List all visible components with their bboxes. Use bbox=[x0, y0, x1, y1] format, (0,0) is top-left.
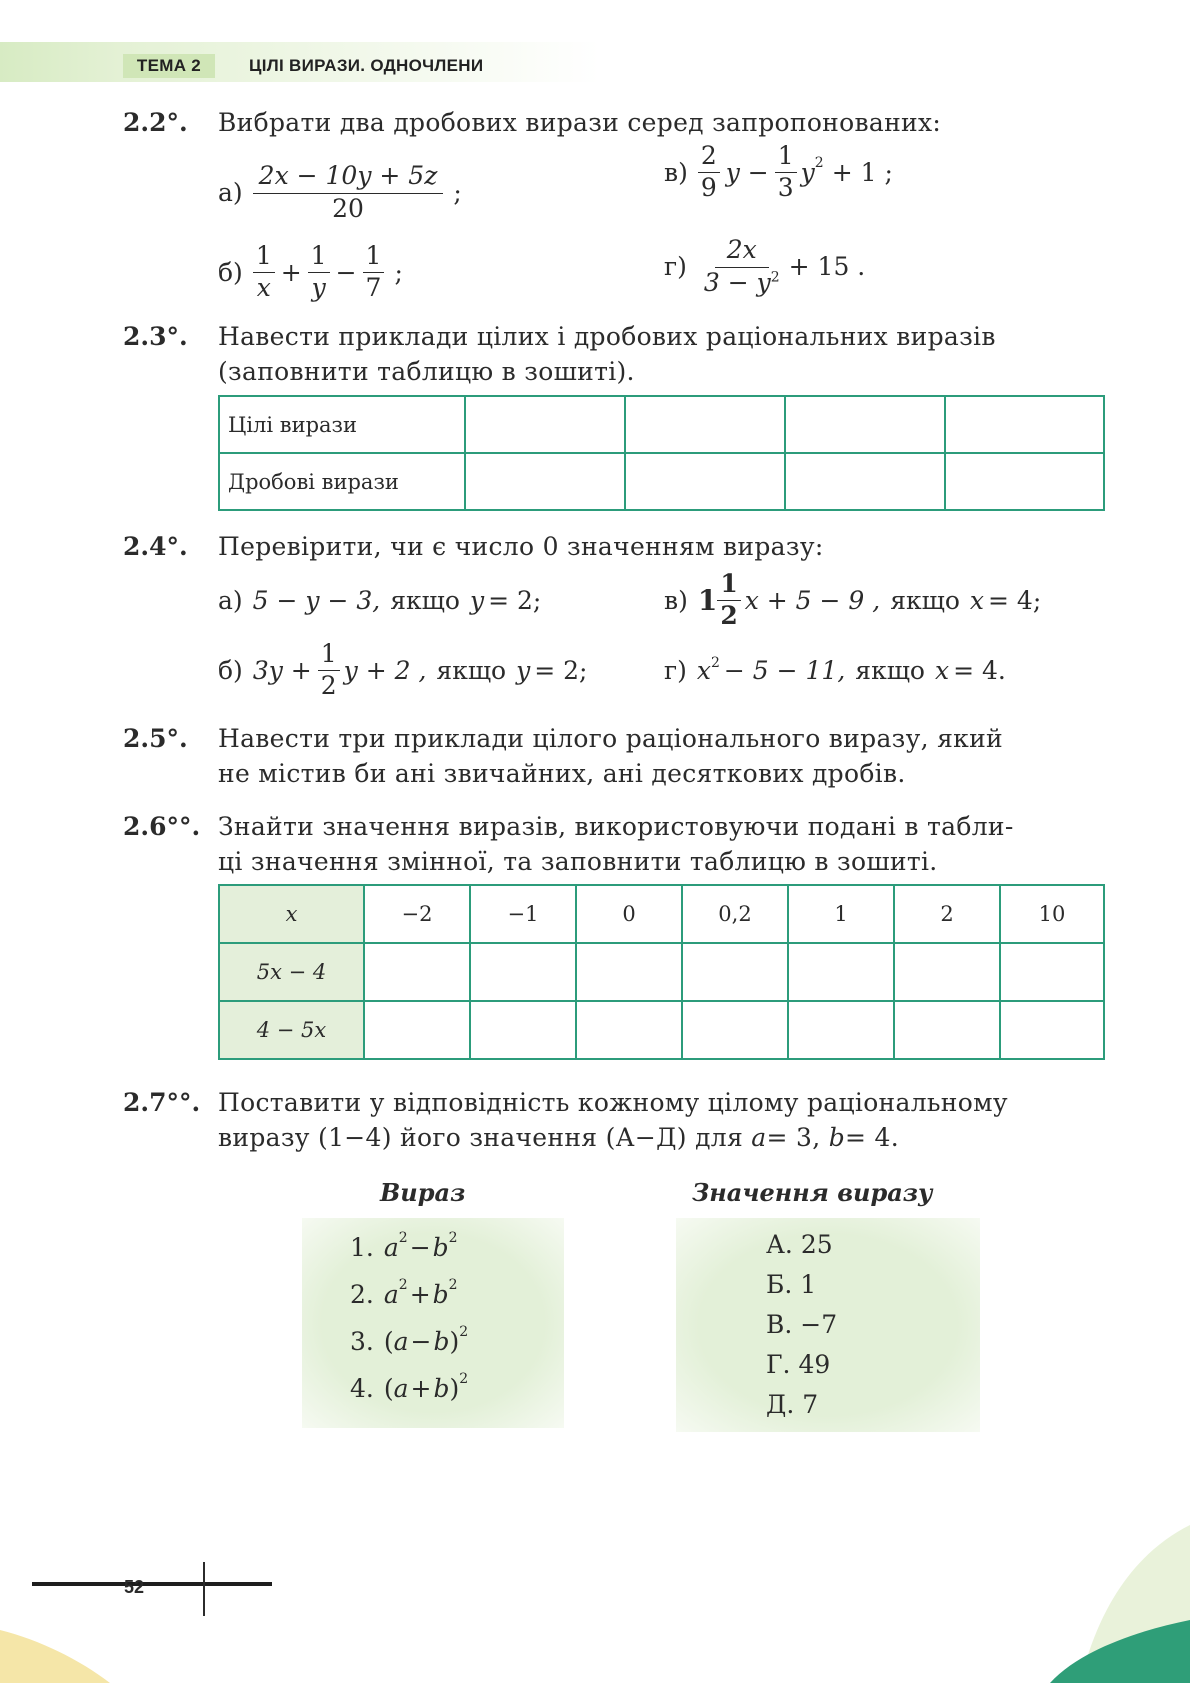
footer-line bbox=[32, 1582, 272, 1586]
expression: x + 5 − 9 , bbox=[744, 585, 881, 615]
option-label: г) bbox=[664, 252, 687, 282]
exercise-text-2-5-line2: не містив би ані звичайних, ані десяткових дробів. bbox=[218, 759, 906, 788]
empty-cell[interactable] bbox=[1000, 1001, 1104, 1059]
exercise-text-2-3-line2: (заповнити таблицю в зошиті). bbox=[218, 357, 635, 386]
exponent: 2 bbox=[814, 155, 824, 172]
list-item: 3. ( a − b ) $^2$ bbox=[350, 1324, 469, 1356]
option-label: в) bbox=[664, 157, 688, 187]
empty-cell[interactable] bbox=[364, 943, 470, 1001]
fraction: $\frac{1}{y}$ bbox=[308, 242, 330, 303]
list-item: Б. 1 bbox=[766, 1269, 817, 1299]
header-cell: 0 bbox=[576, 885, 682, 943]
page-number: 52 bbox=[124, 1577, 145, 1597]
empty-cell[interactable] bbox=[465, 396, 625, 453]
empty-cell[interactable] bbox=[470, 1001, 576, 1059]
values-list bbox=[766, 1224, 837, 1424]
empty-cell[interactable] bbox=[364, 1001, 470, 1059]
header-cell: 10 bbox=[1000, 885, 1104, 943]
fraction: $\frac{1}{2}$ bbox=[717, 570, 740, 631]
topic-label: ТЕМА 2 bbox=[123, 54, 215, 78]
header-cell: −1 bbox=[470, 885, 576, 943]
fraction: $\frac{1}{2}$ bbox=[318, 640, 340, 701]
empty-cell[interactable] bbox=[682, 943, 788, 1001]
expression: 5 − y − 3, bbox=[252, 586, 381, 615]
empty-cell[interactable] bbox=[576, 943, 682, 1001]
fraction bbox=[701, 236, 783, 298]
empty-cell[interactable] bbox=[1000, 943, 1104, 1001]
option-2-2-v bbox=[664, 142, 893, 203]
exercise-number-2-6: 2.6°°. bbox=[123, 812, 201, 841]
punct: ; bbox=[394, 257, 403, 287]
empty-cell[interactable] bbox=[894, 1001, 1000, 1059]
column-title-values: Значення виразу bbox=[692, 1178, 933, 1207]
topic-title: ЦІЛІ ВИРАЗИ. ОДНОЧЛЕНИ bbox=[249, 56, 484, 75]
term: y − bbox=[725, 157, 769, 187]
numerator: 2x − 10y + 5z bbox=[253, 162, 444, 194]
exercise-number-2-3: 2.3°. bbox=[123, 322, 188, 351]
empty-cell[interactable] bbox=[625, 453, 785, 510]
term: + 15 . bbox=[788, 252, 866, 282]
expression: y + 2 , bbox=[343, 655, 427, 685]
operator: + bbox=[280, 257, 302, 287]
row-header: 4 − 5x bbox=[219, 1001, 364, 1059]
option-2-2-g bbox=[664, 236, 865, 298]
exercise-text-2-5-line1: Навести три приклади цілого раціонального виразу, який bbox=[218, 724, 1004, 753]
table-row bbox=[219, 396, 1104, 453]
empty-cell[interactable] bbox=[682, 1001, 788, 1059]
table-row bbox=[219, 1001, 1104, 1059]
empty-cell[interactable] bbox=[576, 1001, 682, 1059]
empty-cell[interactable] bbox=[788, 943, 894, 1001]
row-header: Дробові вирази bbox=[219, 453, 465, 510]
empty-cell[interactable] bbox=[625, 396, 785, 453]
expressions-list bbox=[350, 1224, 468, 1412]
empty-cell[interactable] bbox=[465, 453, 625, 510]
table-row bbox=[219, 943, 1104, 1001]
punct: ; bbox=[453, 178, 462, 208]
exercise-number-2-7: 2.7°°. bbox=[123, 1088, 201, 1117]
list-item: Г. 49 bbox=[766, 1349, 831, 1379]
option-label: а) bbox=[218, 178, 243, 208]
header-cell: 2 bbox=[894, 885, 1000, 943]
list-item: А. 25 bbox=[766, 1229, 833, 1259]
option-label: б) bbox=[218, 257, 243, 287]
option-2-4-b: б) 3y + $\frac{1}{2}$ y + 2 , якщо y = 2; bbox=[218, 639, 588, 700]
fraction bbox=[253, 162, 444, 224]
operator: − bbox=[335, 257, 357, 287]
empty-cell[interactable] bbox=[785, 453, 945, 510]
list-item: 2. a $^2$ + b $^2$ bbox=[350, 1277, 458, 1309]
empty-cell[interactable] bbox=[470, 943, 576, 1001]
list-item: Д. 7 bbox=[766, 1389, 819, 1419]
list-item: В. −7 bbox=[766, 1309, 838, 1339]
empty-cell[interactable] bbox=[894, 943, 1000, 1001]
table-row bbox=[219, 453, 1104, 510]
exercise-text-2-6-line2: ці значення змінної, та заповнити таблицю в зошиті. bbox=[218, 847, 938, 876]
denominator: $3 - y^2$ bbox=[703, 267, 780, 297]
header-cell: −2 bbox=[364, 885, 470, 943]
exercise-number-2-2: 2.2°. bbox=[123, 108, 188, 137]
option-2-2-a bbox=[218, 162, 462, 224]
exercise-text-2-6-line1: Знайти значення виразів, використовуючи подані в табли- bbox=[218, 812, 1014, 841]
fraction: $\frac{1}{x}$ bbox=[253, 242, 275, 303]
table-2-6 bbox=[218, 884, 1105, 1060]
header-cell: x bbox=[219, 885, 364, 943]
empty-cell[interactable] bbox=[788, 1001, 894, 1059]
row-header: 5x − 4 bbox=[219, 943, 364, 1001]
list-item: 1. a $^2$ − b $^2$ bbox=[350, 1230, 458, 1262]
table-header-row bbox=[219, 885, 1104, 943]
exercise-text-2-2: Вибрати два дробових вирази серед запропонованих: bbox=[218, 108, 942, 137]
exercise-text-2-7-line2: виразу (1−4) його значення (А−Д) для a= 3, b= 4. bbox=[218, 1123, 899, 1152]
expression: 3y + bbox=[252, 655, 312, 685]
exercise-number-2-5: 2.5°. bbox=[123, 724, 188, 753]
header-cell: 1 bbox=[788, 885, 894, 943]
term: y bbox=[800, 157, 815, 187]
exercise-text-2-4: Перевірити, чи є число 0 значенням виразу: bbox=[218, 532, 824, 561]
exercise-text-2-7-line1: Поставити у відповідність кожному цілому раціональному bbox=[218, 1088, 1008, 1117]
numerator: 2x bbox=[715, 236, 769, 268]
header-cell: 0,2 bbox=[682, 885, 788, 943]
row-header: Цілі вирази bbox=[219, 396, 465, 453]
empty-cell[interactable] bbox=[785, 396, 945, 453]
expression: − 5 − 11, bbox=[723, 656, 846, 685]
table-2-3 bbox=[218, 395, 1105, 511]
fraction: $\frac{1}{7}$ bbox=[363, 242, 385, 303]
option-2-2-b bbox=[218, 242, 403, 303]
option-2-4-g: г) x $^2$ − 5 − 11, якщо x = 4. bbox=[664, 654, 1006, 685]
option-2-4-a: а) 5 − y − 3, якщо y = 2; bbox=[218, 586, 542, 615]
column-title-expression: Вираз bbox=[380, 1178, 466, 1207]
denominator: 20 bbox=[332, 193, 364, 223]
list-item: 4. ( a + b ) $^2$ bbox=[350, 1371, 469, 1403]
empty-cell[interactable] bbox=[945, 453, 1104, 510]
fraction: $\frac{1}{3}$ bbox=[775, 142, 797, 203]
term: + 1 ; bbox=[831, 157, 893, 187]
option-2-4-v: в) 1 $\frac{1}{2}$ x + 5 − 9 , якщо x = 4; bbox=[664, 569, 1042, 630]
empty-cell[interactable] bbox=[945, 396, 1104, 453]
fraction: $\frac{2}{9}$ bbox=[698, 142, 720, 203]
exercise-number-2-4: 2.4°. bbox=[123, 532, 188, 561]
page-separator bbox=[203, 1562, 205, 1616]
exercise-text-2-3-line1: Навести приклади цілих і дробових раціональних виразів bbox=[218, 322, 996, 351]
